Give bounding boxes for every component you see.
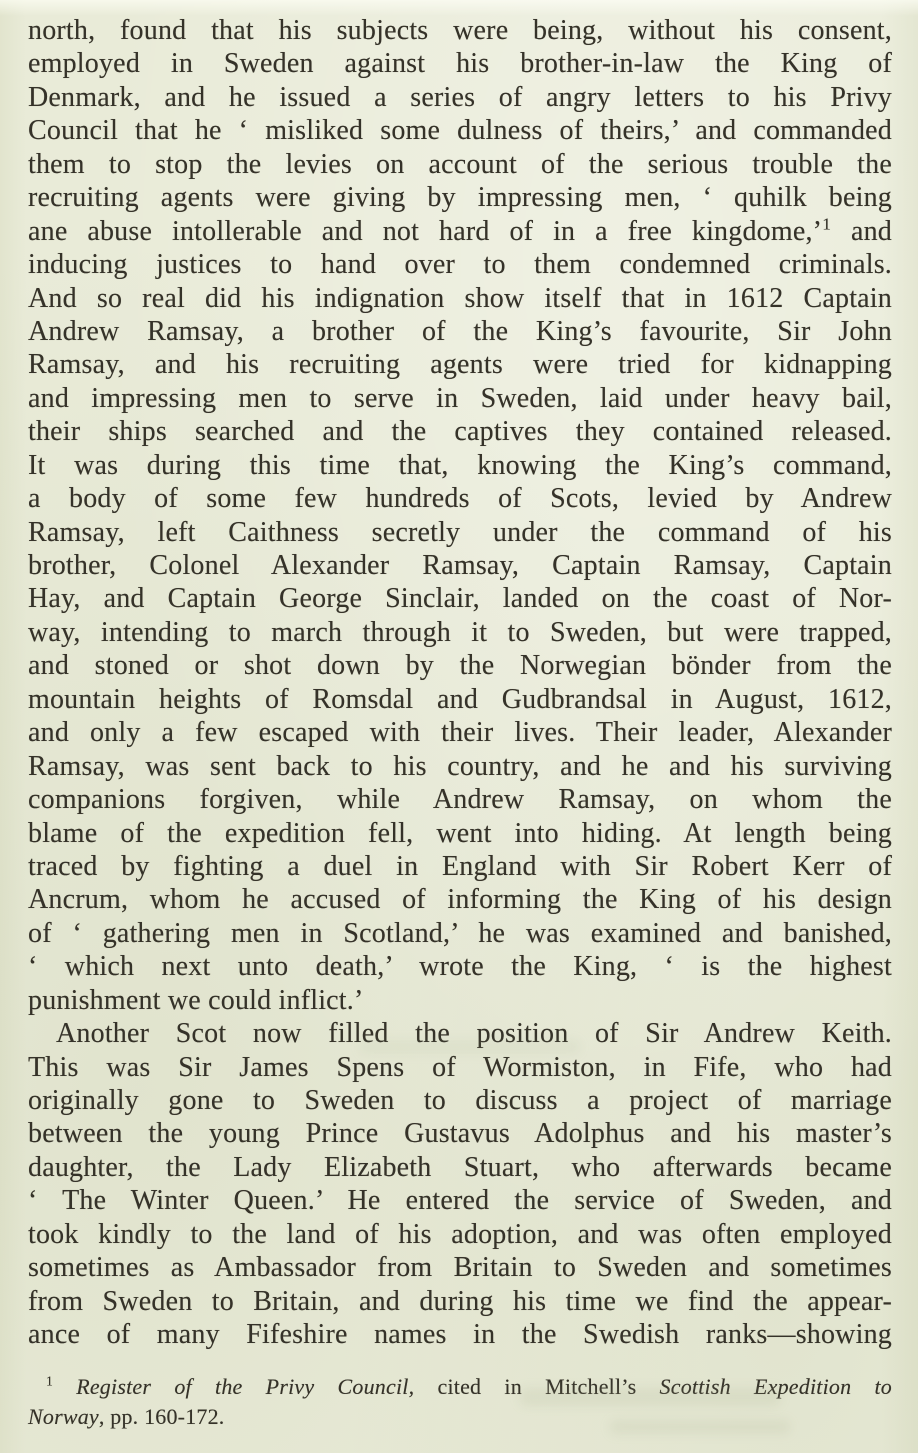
text-line	[28, 1318, 892, 1351]
text-segment: It was during this time that, knowing the King’s command,	[28, 449, 892, 481]
text-segment: north, found that his subjects were being, without his consent,	[28, 15, 892, 46]
text-line	[28, 817, 892, 850]
text-segment: cited in Mitchell’s	[414, 1374, 660, 1399]
text-segment: between the young Prince Gustavus Adolphus and his master’s	[28, 1118, 892, 1150]
text-segment: employed in Sweden against his brother-in-law the King of	[28, 48, 892, 80]
text-line	[28, 783, 892, 816]
text-line	[28, 181, 892, 214]
text-segment: sometimes as Ambassador from Britain to Sweden and sometimes	[28, 1252, 892, 1284]
text-line	[28, 1184, 892, 1217]
text-segment: blame of the expedition fell, went into hiding. At length being	[28, 817, 892, 849]
text-line	[28, 1084, 892, 1117]
text-line	[28, 248, 892, 281]
text-block	[28, 14, 892, 1352]
text-segment: , pp. 160-172.	[98, 1404, 225, 1429]
text-line	[28, 582, 892, 615]
text-segment: ‘ The Winter Queen.’ He entered the service of Sweden, and	[28, 1185, 892, 1217]
text-segment: of ‘ gathering men in Scotland,’ he was examined and banished,	[28, 917, 892, 949]
text-line	[28, 348, 892, 381]
text-segment: them to stop the levies on account of the serious trouble the	[28, 148, 892, 180]
text-segment: This was Sir James Spens of Wormiston, in Fife, who had	[28, 1051, 892, 1083]
text-segment: Another Scot now filled the position of Sir Andrew Keith.	[56, 1018, 892, 1050]
text-segment: recruiting agents were giving by impressing men, ‘ quhilk being	[28, 182, 892, 214]
text-segment: Norway	[28, 1404, 99, 1429]
text-segment: mountain heights of Romsdal and Gudbrandsal in August, 1612,	[28, 683, 892, 715]
text-segment: brother, Colonel Alexander Ramsay, Captain Ramsay, Captain	[28, 550, 892, 581]
text-line	[28, 1117, 892, 1150]
text-line	[28, 415, 892, 448]
text-segment: Hay, and Captain George Sinclair, landed on the coast of Nor-	[28, 583, 892, 615]
text-segment: traced by fighting a duel in England with Sir Robert Kerr of	[28, 850, 892, 882]
text-line	[28, 47, 892, 80]
text-line	[28, 382, 892, 415]
text-line	[28, 148, 892, 181]
text-line	[28, 1017, 892, 1050]
text-line	[28, 14, 892, 47]
text-segment: ‘ which next unto death,’ wrote the King, ‘ is the highest	[28, 951, 892, 983]
text-segment: daughter, the Lady Elizabeth Stuart, who afterwards became	[28, 1151, 892, 1183]
text-segment: companions forgiven, while Andrew Ramsay, on whom the	[28, 784, 892, 816]
text-segment: Denmark, and he issued a series of angry letters to his Privy	[28, 81, 892, 113]
text-line	[28, 1372, 892, 1402]
text-segment: and impressing men to serve in Sweden, laid under heavy bail,	[28, 382, 892, 414]
text-segment: Ramsay, left Caithness secretly under the command of his	[28, 516, 892, 548]
text-line	[28, 850, 892, 883]
text-segment: ane abuse intollerable and not hard of in a free kingdome,’	[28, 215, 823, 247]
text-line	[28, 616, 892, 649]
text-line	[28, 683, 892, 716]
text-segment: Scottish Expedition to	[659, 1374, 893, 1399]
text-segment: Register of the Privy Council,	[53, 1374, 415, 1399]
text-segment: Andrew Ramsay, a brother of the King’s favourite, Sir John	[28, 315, 892, 347]
text-segment: And so real did his indignation show itself that in 1612 Captain	[28, 282, 892, 314]
text-line	[28, 649, 892, 682]
text-segment: and only a few escaped with their lives. Their leader, Alexander	[28, 717, 892, 749]
text-segment: ance of many Fifeshire names in the Swedish ranks—showing	[28, 1319, 892, 1351]
text-segment: a body of some few hundreds of Scots, levied by Andrew	[28, 483, 892, 515]
text-line	[28, 1151, 892, 1184]
text-line	[28, 1402, 892, 1432]
text-segment: inducing justices to hand over to them condemned criminals.	[28, 249, 892, 281]
text-line	[28, 1251, 892, 1284]
text-line	[28, 549, 892, 582]
text-line	[28, 984, 892, 1017]
text-line	[28, 449, 892, 482]
text-segment: from Sweden to Britain, and during his time we find the appear-	[28, 1285, 892, 1317]
text-segment: punishment we could inflict.’	[28, 984, 364, 1016]
text-line	[28, 215, 892, 248]
text-line	[28, 917, 892, 950]
text-line	[28, 1051, 892, 1084]
text-line	[28, 315, 892, 348]
text-segment: Council that he ‘ misliked some dulness of theirs,’ and commanded	[28, 115, 892, 147]
text-segment: way, intending to march through it to Sweden, but were trapped,	[28, 616, 892, 648]
footnote-marker: 1	[822, 214, 832, 234]
text-line	[28, 1218, 892, 1251]
text-segment: Ramsay, and his recruiting agents were tried for kidnapping	[28, 349, 892, 381]
text-line	[28, 482, 892, 515]
text-line	[28, 282, 892, 315]
text-line	[28, 716, 892, 749]
text-segment: Ancrum, whom he accused of informing the King of his design	[28, 884, 892, 916]
text-line	[28, 516, 892, 549]
text-line	[28, 950, 892, 983]
text-segment: originally gone to Sweden to discuss a project of marriage	[28, 1085, 892, 1116]
text-segment: their ships searched and the captives they contained released.	[28, 416, 892, 448]
footnote-marker: 1	[46, 1373, 54, 1389]
text-line	[28, 750, 892, 783]
text-segment: and stoned or shot down by the Norwegian bönder from the	[28, 650, 892, 682]
text-segment: took kindly to the land of his adoption, and was often employed	[28, 1218, 892, 1250]
text-line	[28, 114, 892, 147]
text-line	[28, 1285, 892, 1318]
footnote	[28, 1372, 892, 1432]
text-segment: and	[831, 215, 893, 247]
text-segment: Ramsay, was sent back to his country, and he and his surviving	[28, 750, 892, 782]
text-line	[28, 883, 892, 916]
text-line	[28, 81, 892, 114]
